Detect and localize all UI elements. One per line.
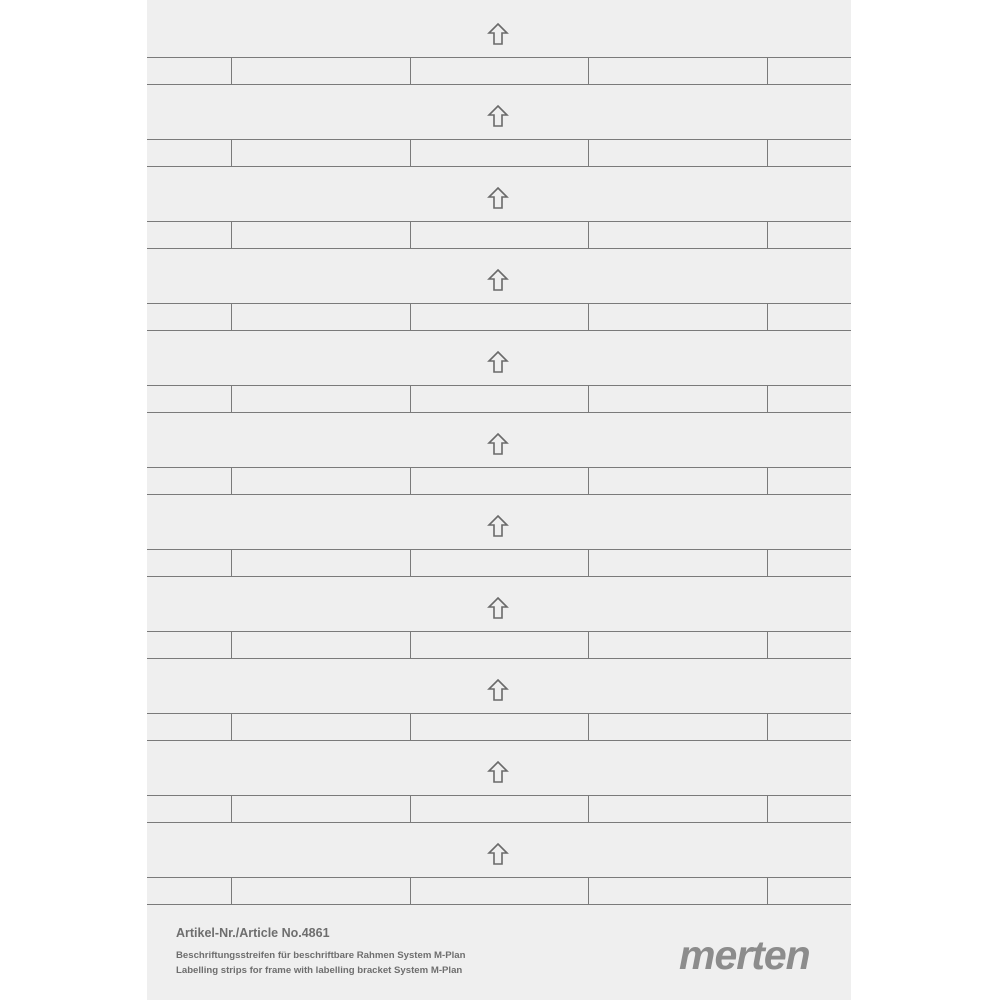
label-field[interactable] [767, 222, 851, 248]
label-field[interactable] [231, 58, 410, 84]
cut-line [410, 632, 411, 658]
label-field[interactable] [410, 878, 588, 904]
label-field[interactable] [410, 714, 588, 740]
up-arrow-icon [487, 514, 509, 538]
label-field[interactable] [767, 304, 851, 330]
cut-line [767, 304, 768, 330]
label-field[interactable] [410, 140, 588, 166]
label-field[interactable] [410, 796, 588, 822]
label-strip-row [147, 385, 851, 413]
label-field[interactable] [147, 304, 231, 330]
label-strip-row [147, 549, 851, 577]
label-field[interactable] [767, 386, 851, 412]
label-strip-row [147, 631, 851, 659]
label-field[interactable] [231, 714, 410, 740]
label-field[interactable] [410, 468, 588, 494]
up-arrow-icon [487, 842, 509, 866]
cut-line [231, 58, 232, 84]
label-field[interactable] [147, 550, 231, 576]
cut-line [231, 550, 232, 576]
cut-line [410, 222, 411, 248]
cut-line [410, 304, 411, 330]
cut-line [410, 58, 411, 84]
label-field[interactable] [147, 796, 231, 822]
label-field[interactable] [767, 140, 851, 166]
label-strip-row [147, 303, 851, 331]
cut-line [767, 58, 768, 84]
label-strip-row [147, 467, 851, 495]
up-arrow-icon [487, 678, 509, 702]
cut-line [588, 140, 589, 166]
label-strip-row [147, 713, 851, 741]
cut-line [588, 714, 589, 740]
cut-line [410, 878, 411, 904]
label-field[interactable] [231, 468, 410, 494]
cut-line [410, 468, 411, 494]
label-field[interactable] [588, 714, 767, 740]
cut-line [588, 468, 589, 494]
cut-line [410, 386, 411, 412]
label-field[interactable] [231, 140, 410, 166]
label-field[interactable] [767, 878, 851, 904]
up-arrow-icon [487, 22, 509, 46]
cut-line [588, 222, 589, 248]
up-arrow-icon [487, 760, 509, 784]
cut-line [231, 304, 232, 330]
up-arrow-icon [487, 186, 509, 210]
cut-line [231, 222, 232, 248]
cut-line [588, 632, 589, 658]
label-field[interactable] [767, 714, 851, 740]
label-field[interactable] [588, 304, 767, 330]
label-field[interactable] [410, 550, 588, 576]
label-field[interactable] [231, 550, 410, 576]
label-field[interactable] [588, 878, 767, 904]
label-strip-row [147, 221, 851, 249]
label-field[interactable] [231, 632, 410, 658]
cut-line [588, 796, 589, 822]
cut-line [410, 714, 411, 740]
label-field[interactable] [147, 878, 231, 904]
label-field[interactable] [231, 386, 410, 412]
description-german: Beschriftungsstreifen für beschriftbare Rahmen System M-Plan [176, 950, 466, 961]
label-field[interactable] [147, 140, 231, 166]
cut-line [588, 304, 589, 330]
cut-line [767, 222, 768, 248]
label-field[interactable] [147, 222, 231, 248]
cut-line [767, 632, 768, 658]
label-field[interactable] [231, 878, 410, 904]
label-strip-row [147, 139, 851, 167]
up-arrow-icon [487, 104, 509, 128]
label-strip-row [147, 795, 851, 823]
cut-line [410, 796, 411, 822]
merten-logo: merten [679, 932, 810, 978]
cut-line [767, 796, 768, 822]
up-arrow-icon [487, 596, 509, 620]
label-strip-row [147, 57, 851, 85]
label-field[interactable] [588, 632, 767, 658]
up-arrow-icon [487, 432, 509, 456]
label-strip-row [147, 877, 851, 905]
cut-line [767, 550, 768, 576]
cut-line [767, 386, 768, 412]
label-field[interactable] [767, 632, 851, 658]
cut-line [767, 714, 768, 740]
label-field[interactable] [147, 468, 231, 494]
cut-line [588, 58, 589, 84]
label-field[interactable] [588, 796, 767, 822]
cut-line [588, 878, 589, 904]
cut-line [767, 140, 768, 166]
cut-line [767, 878, 768, 904]
description-english: Labelling strips for frame with labelling bracket System M-Plan [176, 965, 463, 976]
cut-line [231, 714, 232, 740]
cut-line [588, 386, 589, 412]
label-field[interactable] [147, 58, 231, 84]
cut-line [588, 550, 589, 576]
label-sheet [147, 0, 851, 1000]
label-field[interactable] [231, 222, 410, 248]
label-field[interactable] [410, 304, 588, 330]
sheet-footer [147, 906, 851, 1000]
label-field[interactable] [410, 222, 588, 248]
label-field[interactable] [588, 550, 767, 576]
label-field[interactable] [410, 386, 588, 412]
label-field[interactable] [588, 468, 767, 494]
label-field[interactable] [231, 796, 410, 822]
label-field[interactable] [767, 796, 851, 822]
label-field[interactable] [767, 58, 851, 84]
label-field[interactable] [588, 222, 767, 248]
cut-line [410, 550, 411, 576]
label-field[interactable] [588, 140, 767, 166]
label-field[interactable] [767, 550, 851, 576]
label-field[interactable] [588, 58, 767, 84]
label-field[interactable] [147, 386, 231, 412]
label-field[interactable] [410, 632, 588, 658]
cut-line [231, 878, 232, 904]
cut-line [410, 140, 411, 166]
article-number: Artikel-Nr./Article No.4861 [176, 926, 330, 940]
up-arrow-icon [487, 268, 509, 292]
cut-line [767, 468, 768, 494]
cut-line [231, 468, 232, 494]
up-arrow-icon [487, 350, 509, 374]
cut-line [231, 140, 232, 166]
label-field[interactable] [767, 468, 851, 494]
label-field[interactable] [410, 58, 588, 84]
label-field[interactable] [147, 632, 231, 658]
label-field[interactable] [588, 386, 767, 412]
cut-line [231, 632, 232, 658]
label-field[interactable] [147, 714, 231, 740]
cut-line [231, 796, 232, 822]
label-field[interactable] [231, 304, 410, 330]
cut-line [231, 386, 232, 412]
